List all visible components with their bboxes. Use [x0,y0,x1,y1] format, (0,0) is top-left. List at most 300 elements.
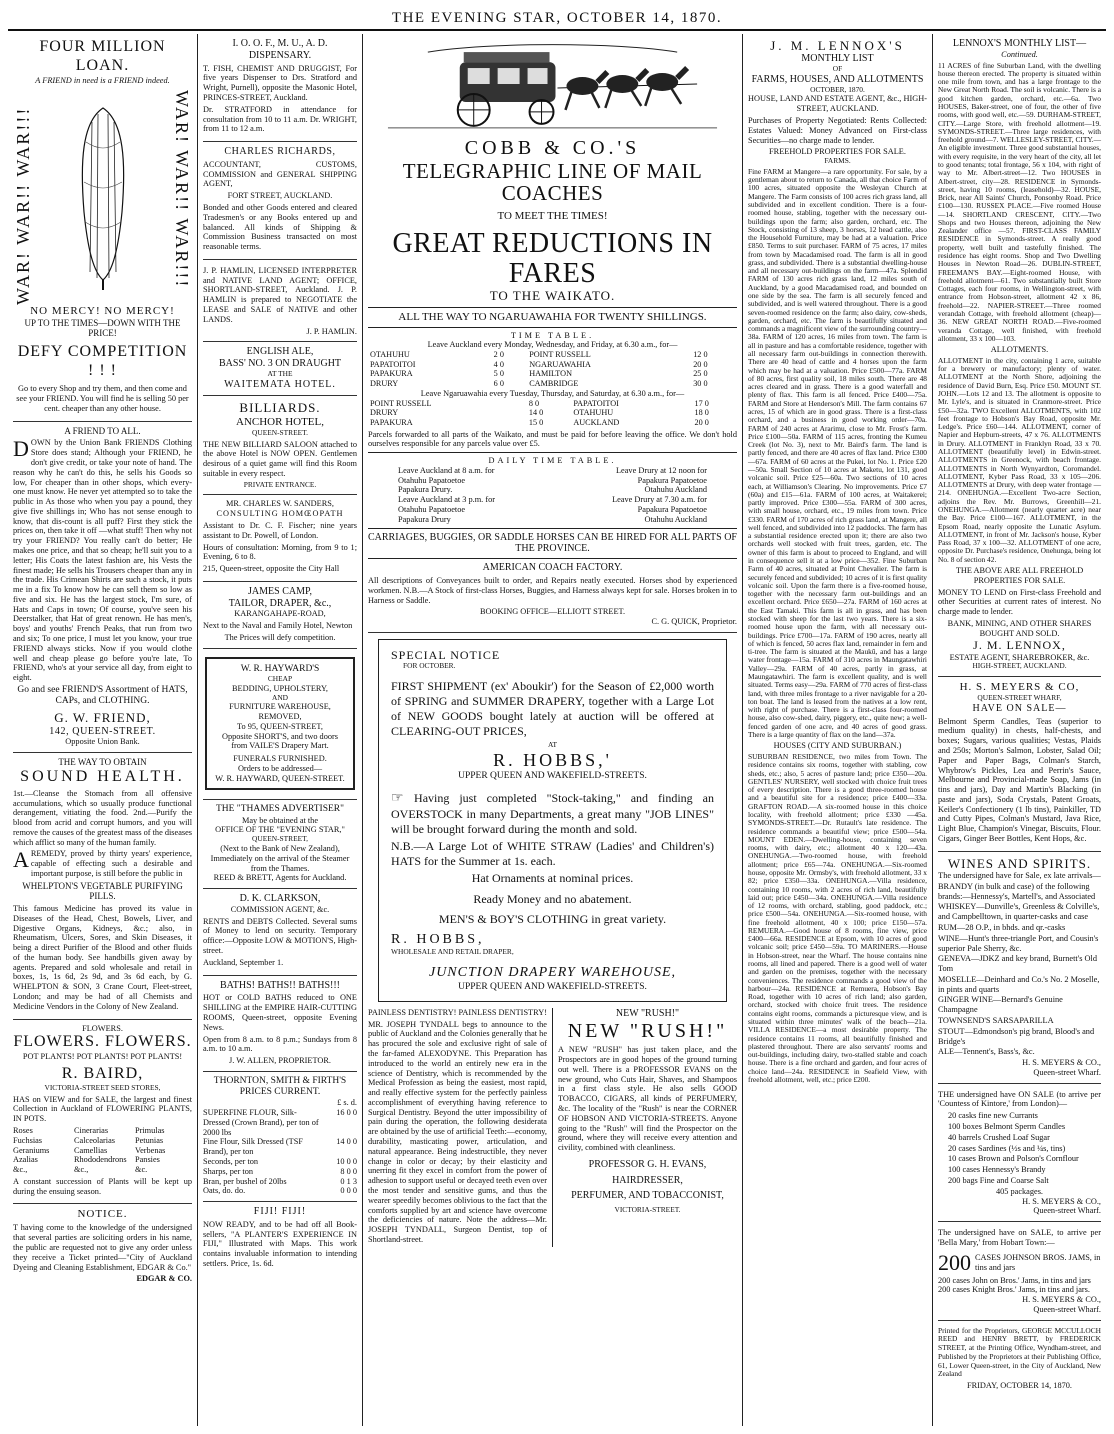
jams-line-3: 200 cases Knight Bros.' Jams, in tins and jars. [938,1285,1090,1295]
anchor-hotel: ANCHOR HOTEL, [236,415,324,428]
fare-row [368,369,737,379]
plant: Rhododendrons [74,1155,127,1165]
fare-price: 17 0 [694,398,709,408]
gw-friend-opposite: Opposite Union Bank. [65,737,140,747]
fare-place: CAMBRIDGE [529,379,579,389]
wines-ad [938,852,1101,1084]
up-to-times: UP TO THE TIMES—DOWN WITH THE PRICE! [24,317,181,339]
flowers-big: FLOWERS. FLOWERS. [13,1033,192,1051]
daily-cell: Otahuhu Auckland [644,485,707,495]
sanders-text: Assistant to Dr. C. F. Fischer; nine years assistant to Dr. Powell, of London. [203,520,357,540]
to-waikato: TO THE WAIKATO. [489,288,616,304]
daily-cell: Leave Auckland at 3 p.m. for [398,495,495,505]
ready-money: Ready Money and no abatement. [473,891,632,906]
column-4 [743,34,933,1426]
meyers-wharf-4: Queen-street Wharf. [1033,1304,1101,1314]
meyers-sign-2: H. S. MEYERS & CO., [1022,1058,1101,1068]
iooh-text-2: Dr. STRATFORD in attendance for consultation from 10 to 11 a.m. Dr. WRIGHT, from 11 to 12 a.m. [203,104,357,134]
thornton-ad [203,1072,357,1202]
wine-item: RUM—28 O.P., in bhds. and qr.-casks [938,922,1066,932]
wines-list [938,882,1101,1057]
printed-by: Printed for the Proprietors, GEORGE MCCULLOCH REED and HENRY BRETT, by FREDERICK STREET, at the Printing Office, Wyndham-street, and Published by the Proprietors at their Publishing Office, 61, Lower Queen-street, in the City of Auckland, New Zealand [938,1325,1101,1379]
lennox-continued [938,34,1101,677]
fare-row [368,408,737,418]
fare-price: 30 0 [693,379,708,389]
meet-times: TO MEET THE TIMES! [497,210,608,223]
sound-health: SOUND HEALTH. [20,767,185,785]
onsale-item: 100 cases Hennessy's Brandy [948,1165,1046,1175]
hamlin-text: J. P. HAMLIN, LICENSED INTERPRETER and NATIVE LAND AGENT; OFFICE, SHORTLAND-STREET, Auckland. J. P. HAMLIN is prepared to NEGOTIATE the LEASE and SALE of NATIVE and other LANDS. [203,265,357,324]
purchases-text: Purchases of Property Negotiated: Rents Collected: Estates Valued: Money Advanced on First-class Securities—no charge made to lender. [748,115,927,145]
richards-ad [203,142,357,260]
thames-ad [203,800,357,889]
private-entrance: PRIVATE ENTRANCE. [243,479,317,489]
fare-price: 20 0 [693,359,708,369]
daily-cell: Leave Auckland at 8 a.m. for [398,465,495,475]
defy-text: Go to every Shop and try them, and then come and see your FRIEND. You will find he is selling 50 per cent. cheaper than any other house. [16,384,189,414]
hayward-orders: Orders to be addressed— [237,763,323,773]
fare-row [368,399,737,409]
list-title: LENNOX'S MONTHLY LIST— [952,38,1087,49]
column-3 [363,34,743,1426]
fare-place: POINT RUSSELL [370,398,432,408]
friend-ad [13,422,192,753]
price-value: 14 0 0 [336,1137,357,1147]
fare-price: 2 0 [493,350,504,360]
daily-cell: Otahuhu Papatoetoe [398,505,466,515]
onsale-item: 200 bags Fine and Coarse Salt [948,1175,1049,1185]
jml-name: J. M. LENNOX, [973,638,1066,653]
daily-row [398,495,707,505]
richards-address: FORT STREET, AUCKLAND. [227,191,333,201]
war-right: WAR! WAR!! WAR!!! [172,89,192,288]
column-1 [8,34,198,1426]
price-item: Sharps, per ton [203,1166,254,1176]
fare-price: 6 0 [493,379,504,389]
jams-line-1: CASES JOHNSON BROS. JAMS, in tins and jars [975,1252,1101,1272]
columns [8,34,1106,1426]
hayward-cheap: CHEAP [267,673,293,683]
fare-price: 18 0 [694,408,709,418]
baird-text: HAS on VIEW and for SALE, the largest and finest Collection in Auckland of FLOWERING PLANTS, IN POTS. [13,1094,192,1124]
hayward-opposite: Opposite SHORT'S, and two doors from VAILE'S Drapery Mart. [221,731,338,751]
nb-straw: N.B.—A Large Lot of WHITE STRAW (Ladies' and Children's) HATS for the Summer at 1s. each. [391,839,714,869]
notice-heading: NOTICE. [77,1208,128,1221]
allen-sign: J. W. ALLEN, PROPRIETOR. [229,1056,331,1066]
daily-cell: Otahuhu Papatoetoe [398,475,466,485]
camp-ad [203,582,357,649]
leave-ngaruawahia: Leave Ngaruawahia every Tuesday, Thursday, and Saturday, at 6.30 a.m., for— [420,388,685,398]
sanders-name: MR. CHARLES W. SANDERS, [226,499,334,509]
hayward-sign: W. R. HAYWARD, QUEEN-STREET. [215,773,345,783]
wine-item: WHISKEY—Dunville's, Greenless & Colville's, and Campbelltown, in quarter-casks and case [938,902,1100,922]
at-label: AT [547,739,558,749]
hobbs-name: R. HOBBS,' [493,749,612,770]
onsale-list [938,1111,1101,1185]
plant: &c., [13,1165,28,1175]
gw-friend-name: G. W. FRIEND, [54,710,151,726]
meyers-wharf-3: Queen-street Wharf. [1033,1206,1101,1216]
sanders-ad [203,495,357,581]
bella-text: The undersigned have on SALE, to arrive per 'Bella Mary,' from Hobart Town:— [938,1228,1101,1247]
quick-sign: C. G. QUICK, Proprietor. [651,617,737,627]
plants-list [13,1126,192,1175]
billiards: BILLIARDS. [239,400,321,416]
daily-timetable: DAILY TIME TABLE. [488,456,617,466]
richards-text-2: Bonded and other Goods entered and cleared Tradesmen's or any Books entered up and balanced. All kinds of Shipping & Commission Business transacted on most reasonable terms. [203,202,357,252]
continued-label: Continued. [1001,49,1038,59]
friend-body: OWN by the Union Bank FRIENDS Clothing Store does stand; Although your FRIEND, he don't give credit, or take your note of hand. The reason why he can't do this, he sells his Goods so low, For cheaper than in other shops, which every-one must know. He never yet attempted so to take the public in As those who when you pay a pound, they give five shillings in; Who has not sense enough to know, that dis-count is all puff? First they stick the prices on, then take it off —what stuff! Then why not try your FRIEND? You really can't do better; He makes one price, and that so cheap; he'll suit you to a letter; His Coats the latest fashion are, his Vests the finest made; He sells his Trousers cheaper than any in the trade. His Crimean Shirts are such a stock, it puts me in a fix To know how he can sell them so low as five and six. He has the largest stock, I'm sure, of Hats and Caps in town; Of course, you've seen his Deerstalker, that Hat of great renown. He has men's, boys' and youths' French Peaks, that run from two and six; To one price, I must let you know, your true FRIEND always sticks. Now if you would clothe well and cheap please go before you're late, To FRIEND, who's at your service all day, from eight to eight. [13,438,192,683]
price-row [203,1137,357,1157]
thames-immediately: Immediately on the arrival of the Steamer from the Thames. [210,853,350,873]
fares-table-2 [368,399,737,428]
wines-heading: WINES AND SPIRITS. [947,855,1092,871]
onsale-item: 40 barrels Crushed Loaf Sugar [948,1132,1050,1142]
ale-text: BASS' NO. 3 ON DRAUGHT [218,358,342,370]
fare-row [368,379,737,389]
wine-item: STOUT—Edmondson's pig brand, Blood's and Bridge's [938,1026,1095,1046]
iooh-text: T. FISH, CHEMIST AND DRUGGIST, For five years Dispenser to Drs. Stratford and Wright, Purnell), opposite the Masonic Hotel, PRINCES-STREET, Auckland. [203,63,357,102]
price-value: 10 0 0 [336,1156,357,1166]
fare-place: DRURY [370,379,399,389]
loan-ad [13,34,192,422]
lennox-title: J. M. LENNOX'S [770,38,905,53]
richards-heading: CHARLES RICHARDS, [224,146,336,158]
baths-heading: BATHS! BATHS!! BATHS!!! [219,979,340,991]
fare-place: DRURY [370,408,399,418]
thames-heading: THE "THAMES ADVERTISER" [215,804,345,815]
parcels-text: Parcels forwarded to all parts of the Waikato, and must be paid for before leaving the office. We don't hold ourselves responsible for any parcels value over £5. [368,429,737,449]
timetable: TIME TABLE. [510,330,595,340]
hayward-removed: REMOVED, [258,712,302,722]
fare-place: POINT RUSSELL [529,350,591,360]
onsale-text: THE undersigned have ON SALE (to arrive per 'Countess of Kintore,' from London)— [938,1089,1101,1109]
no-mercy: NO MERCY! NO MERCY! [30,304,175,317]
leave-auckland: Leave Auckland every Monday, Wednesday, and Friday, at 6.30 a.m., for— [427,340,678,350]
anchor-street: QUEEN-STREET. [252,427,308,437]
defy-competition: DEFY COMPETITION ! ! ! [17,342,188,379]
daily-row [398,515,707,525]
all-the-way: ALL THE WAY TO NGARUAWAHIA FOR TWENTY SHILLINGS. [398,310,707,323]
onsale-item: 20 cases Sardines (½s and ¼s, tins) [948,1143,1066,1153]
price-item: Oats, do. do. [203,1186,246,1196]
column-2 [198,34,363,1426]
price-row [203,1157,357,1167]
baths-open: Open from 8 a.m. to 8 p.m.; Sundays from 8 a.m. to 10 a.m. [203,1034,357,1054]
farms-houses: FARMS, HOUSES, AND ALLOTMENTS [751,73,924,85]
evans-name: PROFESSOR G. H. EVANS, [588,1158,707,1170]
junction-drapery: JUNCTION DRAPERY WAREHOUSE, [428,965,677,981]
onsale-item: 100 boxes Belmont Sperm Candles [948,1122,1066,1132]
hairdresser: HAIRDRESSER, [612,1174,683,1186]
loan-title: FOUR MILLION LOAN. [39,38,166,74]
price-item: Seconds, per ton [203,1156,259,1166]
clarkson-text: RENTS and DEBTS Collected. Several sums of Money to lend on security. Temporary office:—Opposite LOW & MOTION'S, High-street. [203,916,357,956]
clarkson-name: D. K. CLARKSON, [239,893,321,905]
sanders-address: 215, Queen-street, opposite the City Hall [203,564,340,574]
fare-price: 25 0 [693,369,708,379]
hayward-to: To 95, QUEEN-STREET, [237,721,323,731]
price-value: 16 0 0 [336,1108,357,1118]
fiji-heading: FIJI! FIJI! [253,1206,307,1218]
fare-price: 4 0 [493,359,504,369]
sanders-hours: Hours of consultation: Morning, from 9 to 1; Evening, 6 to 8. [203,542,357,562]
drop-cap-a: A [13,847,29,873]
fare-price: 20 0 [694,417,709,427]
hobbs-ad [378,639,727,1002]
daily-cell: Papakura Papatoetoe [637,475,707,485]
perfumer: PERFUMER, AND TOBACCONIST, [571,1190,724,1202]
wines-intro: The undersigned have for Sale, ex late arrivals— [938,871,1101,881]
wine-item: GENEVA—JDKZ and key brand, Burnett's Old Tom [938,954,1097,974]
fare-place: PAPATOITOI [573,398,619,408]
fiji-ad [203,1202,357,1276]
camp-name: JAMES CAMP, [248,585,312,597]
meyers-sign-4: H. S. MEYERS & CO., [1022,1295,1101,1305]
homeopath: CONSULTING HOMŒOPATH [216,509,344,519]
fare-row [368,418,737,428]
thames-next: (Next to the Bank of New Zealand), [220,843,340,853]
daily-cell: Otahuhu Auckland [644,514,707,524]
footer-date: FRIDAY, OCTOBER 14, 1870. [967,1381,1072,1391]
fare-row [368,360,737,370]
meyers-ad [938,677,1101,852]
plant: Primulas [135,1125,165,1135]
special-notice: SPECIAL NOTICE [391,647,501,662]
hobbs-street: UPPER QUEEN AND WAKEFIELD-STREETS. [458,770,647,781]
bottom-split [368,1008,737,1247]
fare-place: OTAHUHU [573,408,614,418]
plant: Pansies [135,1155,160,1165]
notice-ad [13,1204,192,1289]
meyers-wharf-2: Queen-street Wharf. [1033,1067,1101,1077]
farms-heading: FARMS. [824,156,851,166]
clarkson-date: Auckland, September 1. [203,957,284,967]
houses-text: SUBURBAN RESIDENCE, two miles from Town. The residence contains six rooms, together with stabling, cow sheds, etc.; also, 5 acres of pasture land; price £350—20a. GENTLES' NURSERY, well stocked with choice fruit trees of every description. There is a good three-roomed house and a beautiful site for a residence; price £400—33a. GRAFTON ROAD.—A six-roomed house in this choice locality, with freehold allotment; price £330 —45a. SYMONDS-STREET.—Dr. Rutault's late residence. The residence commands a beautiful view; price £500—54a. MOUNT EDEN.—Dwelling-house, containing seven rooms, with dairy, etc.; allotment 40 x 120—43a. ONEHUNGA.—Two-roomed house, with freehold allotment; price £65—74a. ONEHUNGA.—Six-roomed house, opposite Mr. Ormsby's, with freehold allotment, 33 x 82; price £350—33a. ONEHUNGA.—Villa residence, containing 10 rooms, with 2 acres of rich land, beautifully laid out; price £450—34a. ONEHUNGA.—Villa residence of 12 rooms, with orchard, stabling, good paddock, etc.; price £500—54a. ONEHUNGA.—Six-roomed house, with fine freehold allotment, 40 x 100; price £150—57a. REMUERA.—Good house of 8 rooms, fine view, price £400—66a. RESIDENCE at Epsom, with 10 acres of good volcanic soil; price £450—59a. TO MARINERS.—House in Hobson-street, near the Wharf. The house contains nine rooms, all lined and papered. There is a good well of water and garden on the premises, together with the necessary conveniences. The residence commands a good view of the harbour—24a. RESIDENCE at Remuera, Hobson's Bay Road, together with 10 acres of rich land; also garden, orchard, stocked with choice fruit trees. The residence contains eight rooms, commands a picturesque view, and is situated within three minutes' walk of the beach—21a. VILLA RESIDENCE—a most desirable property. The residence contains 11 rooms, all beautifully finished and plastered throughout. There are also servants' rooms and out-buildings, including dairy, two-stalled stable and coach house. There is a fine orchard and garden, and four acres of choice land—24a. RESIDENCE in Seafield View, with freehold allotment, well, etc.; price £200. [748,752,927,1084]
clarkson-ad [203,889,357,975]
fiji-text: NOW READY, and to be had off all Book-sellers, "A PLANTER'S EXPERIENCE IN FIJI," Illustrated with Maps. This work contains invaluable information to intending settlers. Price, 1s. 6d. [203,1219,357,1268]
tyndall-text: MR. JOSEPH TYNDALL begs to announce to the public of Auckland and the Colonies generally that he has procured the sole and exclusive right of sale of the far-famed ALEXODYNE. This Preparation has introduced to the world an entirely new era in the science of Dentistry, which is recommended by the Medical Profession as being the easiest, most rapid, and really effective system for the perfectly painless accomplishment of everything having reference to Surgical Dentistry. Beyond the utter impossibility of pain during the operation, the following desiderata are obtained by the use of artificial Teeth:—economy, durability, masticating power, articulation, and natural appearance. Being indestructible, they never change in color or decay; by their elasticity and unerring fit they excel in comfort from the power of adhesion to support useful or decayed teeth even over the most tender and sensitive gums, and thus the wearer speedily becomes oblivious to the fact that the comforts supplied by art and science have overcome the deficiencies of nature. Note the address—Mr. JOSEPH TYNDALL, Surgeon Dentist, top of Shortland-street. [368,1019,547,1244]
lennox-ad [748,34,927,1091]
fare-price: 5 0 [493,369,504,379]
meyers-wharf: QUEEN-STREET WHARF, [977,693,1062,703]
plant: Petunias [135,1135,164,1145]
hat-ornaments: Hat Ornaments at nominal prices. [471,871,634,886]
price-row [203,1177,357,1187]
fares-table-1 [368,350,737,389]
price-row [203,1108,357,1137]
fare-price: 14 0 [528,408,544,418]
hayward-and: AND [271,692,288,702]
coach-factory: AMERICAN COACH FACTORY. [482,562,623,574]
above-freehold: THE ABOVE ARE ALL FREEHOLD PROPERTIES FOR SALE. [955,565,1084,585]
fare-price: 12 0 [693,350,708,360]
price-value: 8 0 0 [340,1166,357,1176]
cobb-ad [368,34,737,633]
thames-qs: QUEEN-STREET, [252,834,308,844]
jams-line-2: 200 cases John on Bros.' Jams, in tins and jars [938,1275,1091,1285]
price-item: Fine Flour, Silk Dressed (TSF Brand), per ton [203,1137,303,1157]
daily-rows [368,466,737,525]
hobbs-wholesale: WHOLESALE AND RETAIL DRAPER, [391,947,514,957]
daily-cell: Leave Drury at 12 noon for [615,465,707,475]
fare-row [368,350,737,360]
telegraphic-line: TELEGRAPHIC LINE OF MAIL COACHES [402,159,703,206]
ale-heading: ENGLISH ALE, [246,346,314,358]
factory-text: All descriptions of Conveyances built to order, and Repairs neatly executed. Horses shod by experienced workmen. N.B.—A Stock of first-class Horses, Buggies, and Harness always kept for sale. Horses broken in to Harness or Saddle. [368,575,737,605]
allotments-heading: ALLOTMENTS. [990,345,1049,355]
money-text: MONEY TO LEND on First-class Freehold and other Securities at current rates of interest. No charge made to lender. [938,587,1101,617]
loan-subtitle: A FRIEND in need is a FRIEND indeed. [35,75,170,85]
remedy-text [13,849,192,878]
whelpton: WHELPTON'S VEGETABLE PURIFYING PILLS. [22,880,183,902]
daily-row [398,485,707,495]
fare-place: PAPAKURA [370,417,413,427]
plant: Azalias [13,1155,38,1165]
daily-row [398,505,707,515]
friend-heading: A FRIEND TO ALL. [64,425,141,436]
plant: Calceolarias [74,1135,116,1145]
hobbs-name-2: R. HOBBS, [391,931,485,947]
rush-text: A NEW "RUSH" has just taken place, and the Prospectors are in good hopes of the ground turning out well. There is a PROFESSOR EVANS on the new ground, who Cuts Hair, Shaves, and Shampoos in a first class style. He also sells GOOD TOBACCO, CIGARS, all kinds of PERFUMERY, &c. The locality of the "Rush" is near the CORNER OF HOBSON AND VICTORIA-STREETS. Anyone going to the "Rush" will find the Prospector on the ground, where they will receive every attention and civility, combined with cleanliness. [558,1045,737,1153]
plants-note: A constant succession of Plants will be kept up during the ensuing season. [13,1176,192,1196]
monthly-list: MONTHLY LIST [801,53,874,65]
tyndall-ad [368,1008,553,1247]
thornton-heading: THORNTON, SMITH & FIRTH'S PRICES CURRENT. [213,1075,347,1098]
stock-taking-text: Having just completed "Stock-taking," and finding an OVERSTOCK in many Departments, a great many "JOB LINES" will be brought forward during the month and sold. [391,790,714,837]
umbrella-icon [68,102,138,292]
continued-text: 11 ACRES of fine Suburban Land, with the dwelling house thereon erected. The property is situated within one mile from town, and has a large frontage to the New Great North Road. The soil is volcanic. There is a good kitchen garden, orchard, etc.—6a. Two HOUSES, Baker-street, one of four, the other of five rooms, with good well, etc.—59. DURHAM-STREET, CITY.—Large Store, with freehold allotment—19. SYMONDS-STREET.—Three large residences, with freehold ground—7. WELLESLEY-STREET, CITY.—An eligible investment. Three good substantial houses, with every requisite, in the very heart of the city, all let to good tenants; total frontage, 56 x 104, with right of way to Mr. Albert-street—12. Two HOUSES in Albert-street, city—28. RESIDENCE in Symonds-street, having 10 rooms, (leasehold)—32. HOUSE, Brick, near All Saints' Church, Ponsonby Road. Price £100—130. RUSSEX PLACE.—Five roomed House—14. SHORTLAND CRESCENT, CITY.—Two Shops and two Houses thereon, adjoining the New Zealander office —57. FIRST-CLASS FAMILY RESIDENCE in Symonds-street. A really good property, well built and tastefully finished. The residence has eight rooms. Shop and Two Dwelling Houses in Newton Road—26. DUBLIN-STREET, FREEMAN'S BAY.—Eight-roomed House, with freehold allotment—61. Two substantially built Store Cottages, each four rooms, in Wellington-street, with entrance from Hobson-street, allotment 42 x 86, freehold—22. NAPIER-STREET.—Three roomed verandah Cottage, with freehold allotment (cheap)—36. NEW GREAT NORTH ROAD.—Five-roomed veranda Cottage, well finished, with freehold allotment, 33 x 100—103. [938,60,1101,343]
daily-cell: Papakura Papatoetoe [637,505,707,515]
baird-name: R. BAIRD, [61,1065,144,1083]
fare-place: PAPAKURA [370,369,413,379]
mens-clothing: MEN'S & BOY'S CLOTHING in great variety. [438,911,667,926]
flowers-heading: FLOWERS. [82,1023,123,1033]
hand-icon: ☞ [391,790,415,806]
plant: &c., [74,1165,89,1175]
jml-street: HIGH-STREET, AUCKLAND. [972,661,1067,671]
richards-text: ACCOUNTANT, CUSTOMS, COMMISSION and GENERAL SHIPPING AGENT, [203,159,357,189]
price-item: Bran, per bushel of 20lbs [203,1176,287,1186]
daily-cell: Papakura Drury [398,514,451,524]
jams-row [938,1250,1101,1276]
hayward-box [205,657,355,791]
gw-friend-address: 142, QUEEN-STREET. [49,725,156,737]
farms-text: Fine FARM at Mangere—a rare opportunity. For sale, by a gentleman about to return to Canada, all that choice Farm of 100 acres, situated opposite the Wesleyan Church at Mangere. The Farm consists of 100 acres rich grass land, all subdivided and in excellent condition. There is a four-roomed house, stabling, together with the necessary out-buildings upon the farm; also garden, orchard, etc. The Stock, consisting of 13 sheep, 3 horses, 12 head cattle, also the Household Furniture, may be had at a valuation. Price £850. Terms to suit purchaser. FARM of 75 acres, 17 miles from town by Macadamised road. The farm is all in good grass, and subdivided. There is a substantial dwelling-house and all necessary out-buildings on the farm—47a. Splendid FARM of 130 acres rich grass land, 12 miles south of Auckland, by a good Macadamised road, and bounded on one side by the sea. The farm is all securely fenced and subdivided, and is well watered throughout. There is a good seven-roomed residence on the farm; also dairy, cow-sheds, garden, orchard, etc. The farm is beautifully situated and commands a magnificent view of the surrounding country—38a. FARM of 120 acres, 16 miles from town. The farm is all in pasture and has a comfortable residence, together with all necessary farm out-buildings in connection therewith. There are 40 head of cattle and 4 horses upon the farm which may be had at a valuation. Price £500—77a. FARM of 80 acres, first quality soil, 18 miles south. There are 48 acres cleared and in grass. There is a good waterfall and plenty of flax. This farm is all fenced. Price £400—75a. FARM and Store at Henderson's Mill. The farm contains 67 acres, 15 of which are in good grass. There is a first-class orchard, and a business in good working order—70a. FARM of 240 acres at Ararimu, close to Mr. Frost's farm. Price £100—50a. FARM of 115 acres, fronting the Kumeu Creek (lot No. 3), next to Mr. Baird's farm. The land is partly fenced, and there are 40 acres of flax land. Price £300—67a. FARM of 60 acres at the Pukei, lot No. 1. Price £20 —50a. Small Section of 10 acres at Maketu, lot 131, good volcanic soil. Price £25—60a. Two sections of 10 acres each, at Williamson's Clearing. No improvements. Price £7 (60a) and £15—61a. FARM of 100 acres, at Waitakerei; partly improved. Price £300—55a. FARM of 300 acres, with small house, orchard, etc., 19 miles from town. Price £330. FARM of 170 acres of rich grass land, at Mangere, all well fenced, and subdivided into 12 paddocks. The farm has a substantial residence erected upon it; there are also two orchards well stocked with fruit trees, garden, etc. The owner of this farm is about to proceed to England, and will in consequence sell it at a low price—352. Fine Suburban Farm of 40 acres, situated at Point Chevalier. The farm is securely fenced and subdivided; 10 acres of it is first quality volcanic soil. Upon the farm there is a five-roomed house, together with the necessary farm out-buildings and an excellent orchard. Price £650—27a. FARM of 160 acres at the East Tamaki. This farm is all in grass, and has been stocked with sheep for the last two years. There is a six-roomed house upon the farm, with all necessary out-buildings. Price £700—17a. FARM of 190 acres, nearly all of which is fenced, 50 acres flax land, remainder in fern and ti-tree. The farm is situated at the Maukū, and has a large water frontage—15a. FARM of 310 acres in Maungatawhiri Valley—29a. FARM of 40 acres, partly in grass, at Maungatawhiri. The farm is excellent quality, and is well situated. Terms easy—29a. FARM of 770 acres of first-class land, with three miles frontage to a river navigable for a 20-ton boat. The land is leased from the natives at a low rent, with right of purchase. There is a first-class four-roomed house, also cow-shed, dairy, piggery, etc., quite new; a well-fenced garden of one acre, and 40 acres of good grass. There is a large quantity of flax on the land—37a. [748,166,927,739]
pills-text: This famous Medicine has proved its value in Diseases of the Head, Chest, Bowels, Liver, and Digestive Organs, Kidneys, &c.; also, in Rheumatism, Ulcers, Sores, and Skin Diseases, it being a direct Purifier of the Blood and other fluids of the human body. See handbills given away by agents. Prepared and sold wholesale and retail in boxes, 1s, 1s 6d, 2s 9d, and 3s 6d each, by G. WHELPTON & SON, 3 Crane Court, Fleet-street, London; and may be had of all Chemists and Medicine Vendors in the Colony of New Zealand. [13,904,192,1011]
ale-hotel: WAITEMATA HOTEL. [224,378,336,390]
hamlin-sign: J. P. HAMLIN. [306,326,357,336]
camp-near: Next to the Naval and Family Hotel, Newton [203,621,353,631]
booking-office: BOOKING OFFICE—ELLIOTT STREET. [479,607,626,617]
daily-cell: Leave Drury at 7.30 a.m. for [612,495,707,505]
for-october: FOR OCTOBER. [403,661,456,671]
cobb-title: COBB & CO.'S [464,136,641,159]
allotments-text: ALLOTMENT in the city, containing 1 acre, suitable for a brewery or manufactory; plenty of water. ALLOTMENT at the North Shore, adjoining the residence of David Burn, Esq. Price £50. MOUNT ST. JOHN.—Lots 12 and 13. The allotment is opposite to Mr. Lyle's, and is situated in Cranmore-street. Price £50—32a. TWO Excellent ALLOTMENTS, with 102 feet frontage to Hobson's Bay Road, opposite Mr. Ledge's. Price £60—144. ALLOTMENT, corner of Napier and Hepburn-streets, 47 x 76. ALLOTMENTS in Drury. ALLOTMENT in Franklyn Road, 33 x 70. ALLOTMENT (beautifully level) in Edwin-street. ALLOTMENTS in Greenock, with beach frontage. ALLOTMENTS in North Wynyardton, Coromandel. ALLOTMENT, Kyber Pass Road, 33 x 105—206. ALLOTMENTS at Drury, with deep water frontage —214. ONEHUNGA.—Excellent Two-acre Section, adjoins the Rev. Mr. Burrows, Greenhill—21. ONEHUNGA.—Allotment (nearly quarter acre) near the Bay. Price £100—167. ALLOTMENT, in the Epsom Road, nearly opposite the Lunatic Asylum. ALLOTMENT, in front of Mr. Jackson's house, Kyber Pass Road, 37 x 100—32. ALLOTMENT of one acre, opposite Dr. Purchase's residence, Onehunga, being lot No. 8 of section 42. [938,355,1101,564]
stagecoach-icon [368,38,737,134]
new-rush: NEW "RUSH!" [615,1007,680,1019]
meyers-text: Belmont Sperm Candles, Teas (superior to medium quality) in chests, half-chests, and boxes; Sugars, various qualities; Vestas, Plaids and 250s; Morton's Salmon, Lobster, Salad Oil; Paper and Paper Bags, Colman's Starch, Whybrow's Pickles, Lea and Perrin's Sauce, Melbourne and Provincial-made Soap, Jams (in tins and jars), Day and Martin's Blacking (in paste and jars), Soda Crystals, Patent Groats, Keiler's Confectionery (1 lb tins), Painkiller, TD and Cutty Pipes, Colman's Mustard, Java Rice, Light Blue, Champion's Vinegar, Biscuits, Flour. Cigars, Ginger Beer Bottles, Kent Hops, &c. [938,716,1101,843]
list-date: OCTOBER, 1870. [810,84,865,94]
health-text: 1st.—Cleanse the Stomach from all offensive accumulations, which so usually produce functional derangement, vitiating the food. 2nd.—Purify the blood from acrid and corrupt humors, and you will remove the causes of the greatest mass of the diseases which afflict so many of the human family. [13,788,193,847]
wine-item: MOSELLE—Deinhard and Co.'s No. 2 Moselle, in pints and quarts [938,974,1100,994]
daily-row [398,476,707,486]
hayward-furniture: FURNITURE WAREHOUSE, [229,702,331,712]
freehold-heading: FREEHOLD PROPERTIES FOR SALE. [769,147,906,157]
hayward-name: W. R. HAYWARD'S [240,663,320,674]
wine-item: GINGER WINE—Bernard's Genuine Champagne [938,995,1063,1015]
meyers-sign-3: H. S. MEYERS & CO., [1022,1196,1101,1206]
of-label: OF [832,64,843,74]
onsale-ad [938,1084,1101,1222]
fare-place: AUCKLAND [573,417,620,427]
houses-heading: HOUSES (CITY AND SUBURBAN.) [773,741,902,751]
friend-end: Go and see FRIEND'S Assortment of HATS, CAPs, and CLOTHING. [17,684,188,707]
thames-text: May be obtained at the [241,815,319,825]
hayward-bedding: BEDDING, UPHOLSTERY, [232,683,328,693]
camp-road: KARANGAHAPE-ROAD, [234,609,326,619]
victoria-street: VICTORIA-STREET. [614,1205,681,1215]
hamlin-ad [203,260,357,342]
health-ad [13,753,192,1019]
notice-text: T having come to the knowledge of the undersigned that several parties are soliciting orders in his name, the public are requested not to give any order unless they receive a Ticket printed—"City of Auckland Dyeing and Cleaning Establishment, EDGAR & Co." [13,1223,192,1272]
iooh-heading: I. O. O. F., M. U., A. D. DISPENSARY. [232,38,328,61]
plant: Camellias [74,1145,108,1155]
masthead: THE EVENING STAR, OCTOBER 14, 1870. [8,4,1106,31]
camp-prices: The Prices will defy competition. [224,633,336,642]
plant: Verbenas [135,1145,166,1155]
fare-place: OTAHUHU [370,350,410,360]
hayward-funerals: FUNERALS FURNISHED. [233,754,327,764]
camp-text: TAILOR, DRAPER, &c., [228,597,332,609]
prices-list [203,1108,357,1196]
imprint [938,1321,1101,1396]
carriages: CARRIAGES, BUGGIES, OR SADDLE HORSES CAN BE HIRED FOR ALL PARTS OF THE PROVINCE. [368,531,737,555]
fare-place: HAMILTON [529,369,572,379]
drop-cap-d: D [13,436,29,462]
jams-ad [938,1222,1101,1321]
remedy-body: REMEDY, proved by thirty years' experience, capable of effecting such a desirable and important purpose, is still before the public in [30,849,192,878]
edgar-sign: EDGAR & CO. [136,1274,192,1284]
fare-price: 8 0 [528,398,540,408]
plant: &c. [135,1165,148,1175]
painless-heading: PAINLESS DENTISTRY! PAINLESS DENTISTRY! [368,1007,547,1017]
daily-row [398,466,707,476]
wine-item: TOWNSEND'S SARSAPARILLA [938,1016,1054,1026]
plant: Fuchsias [13,1135,43,1145]
anchor-ad [203,396,357,495]
ale-at: AT THE [267,368,293,378]
column-5 [933,34,1106,1426]
way-heading: THE WAY TO OBTAIN [58,757,147,768]
plant: Geraniums [13,1145,50,1155]
new-rush-big: NEW "RUSH!" [567,1019,728,1042]
anchor-text: THE NEW BILLIARD SALOON attached to the above Hotel is NOW OPEN. Gentlemen desirous of a quiet game will find this Room suitable in every respect. [203,439,357,478]
wine-item: ALE—Tennent's, Bass's, &c. [938,1047,1035,1057]
friend-text [13,438,192,683]
fare-place: PAPATOITOI [370,359,416,369]
junction-street: UPPER QUEEN AND WAKEFIELD-STREETS. [458,981,647,992]
great-reductions: GREAT REDUCTIONS IN FARES [392,228,713,289]
baths-text: HOT or COLD BATHS reduced to ONE SHILLING at the EMPIRE HAIR-CUTTING ROOMS, Queen-street, opposite Evening News. [203,993,357,1032]
wine-item: BRANDY (in bulk and case) of the following brands:—Hennessy's, Martell's, and Associated [938,881,1096,901]
price-item: SUPERFINE FLOUR, Silk-Dressed (Crown Brand), per ton of 2000 lbs [203,1108,319,1137]
wine-item: WINE—Hunt's three-triangle Port, and Cousin's superior Pale Sherry, &c. [938,933,1099,953]
baths-ad [203,976,357,1072]
bank-shares: BANK, MINING, AND OTHER SHARES BOUGHT AND SOLD. [947,618,1092,638]
fare-place: NGARUAWAHIA [529,359,591,369]
clarkson-sub: COMMISSION AGENT, &c. [230,904,330,914]
